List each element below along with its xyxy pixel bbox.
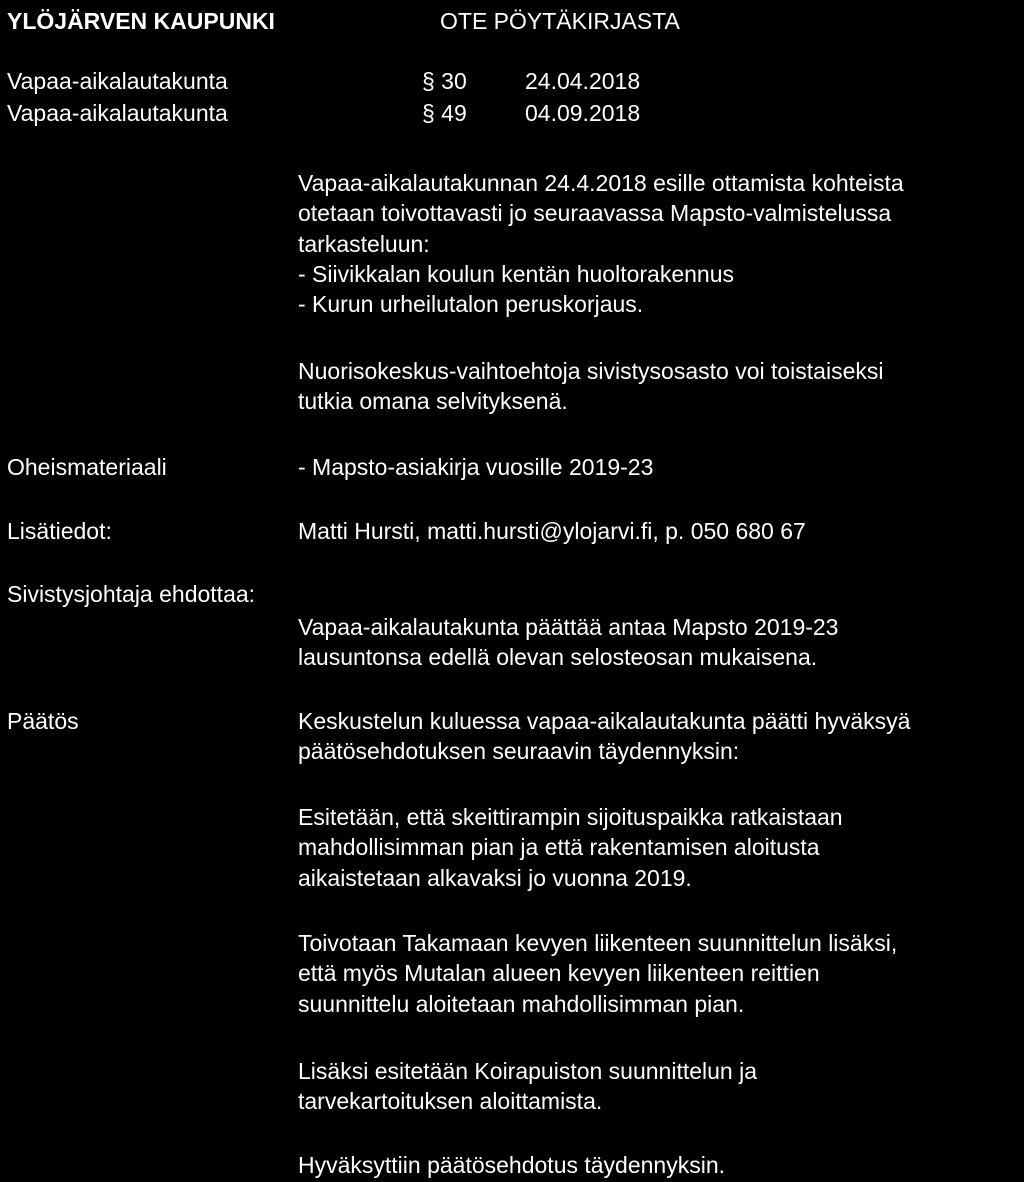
- meeting-section: § 49: [422, 100, 467, 126]
- contact-value: Matti Hursti, matti.hursti@ylojarvi.fi, p. 050 680 67: [298, 518, 806, 544]
- text-line: lausuntonsa edellä olevan selosteosan mukaisena.: [298, 644, 818, 671]
- meeting-section: § 30: [422, 68, 467, 94]
- text-line: mahdollisimman pian ja että rakentamisen aloitusta: [298, 834, 820, 861]
- proposal-text: [298, 612, 838, 673]
- text-line: tarvekartoituksen aloittamista.: [298, 1088, 603, 1115]
- decision-paragraph: [298, 928, 897, 1019]
- text-line: aikaistetaan alkavaksi jo vuonna 2019.: [298, 864, 692, 891]
- intro-text: [298, 168, 904, 320]
- meeting-body: Vapaa-aikalautakunta: [7, 68, 228, 94]
- text-line: - Kurun urheilutalon peruskorjaus.: [298, 291, 644, 318]
- text-line: - Siivikkalan koulun kentän huoltorakennus: [298, 261, 734, 288]
- meeting-body: Vapaa-aikalautakunta: [7, 100, 228, 126]
- text-line: otetaan toivottavasti jo seuraavassa Mapsto-valmistelussa: [298, 200, 892, 227]
- text-line: Vapaa-aikalautakunnan 24.4.2018 esille ottamista kohteista: [298, 170, 904, 196]
- proposal-label: Sivistysjohtaja ehdottaa:: [7, 581, 256, 607]
- decision-label: Päätös: [7, 708, 79, 734]
- decision-paragraph: [298, 1056, 757, 1117]
- text-line: Keskustelun kuluessa vapaa-aikalautakunta päätti hyväksyä: [298, 708, 911, 734]
- text-line: Hyväksyttiin päätösehdotus täydennyksin.: [298, 1152, 726, 1178]
- text-line: Lisäksi esitetään Koirapuiston suunnittelun ja: [298, 1058, 758, 1084]
- meeting-date: 04.09.2018: [525, 100, 641, 126]
- youth-center-text: [298, 356, 883, 417]
- text-line: suunnittelu aloitetaan mahdollisimman pian.: [298, 990, 745, 1017]
- text-line: että myös Mutalan alueen kevyen liikenteen reittien: [298, 960, 820, 987]
- meeting-date: 24.04.2018: [525, 68, 641, 94]
- text-line: Toivotaan Takamaan kevyen liikenteen suunnittelun lisäksi,: [298, 930, 898, 956]
- organization-name: YLÖJÄRVEN KAUPUNKI: [7, 8, 275, 34]
- text-line: päätösehdotuksen seuraavin täydennyksin:: [298, 738, 740, 765]
- text-line: tutkia omana selvityksenä.: [298, 388, 568, 415]
- text-line: Vapaa-aikalautakunta päättää antaa Mapsto 2019-23: [298, 614, 839, 640]
- decision-paragraph: [298, 802, 843, 893]
- document-type: OTE PÖYTÄKIRJASTA: [440, 8, 680, 34]
- attachments-label: Oheismateriaali: [7, 454, 167, 480]
- decision-paragraph: [298, 706, 910, 767]
- text-line: Esitetään, että skeittirampin sijoituspaikka ratkaistaan: [298, 804, 843, 830]
- text-line: Nuorisokeskus-vaihtoehtoja sivistysosasto voi toistaiseksi: [298, 358, 884, 384]
- text-line: tarkasteluun:: [298, 230, 430, 257]
- attachments-value: - Mapsto-asiakirja vuosille 2019-23: [298, 454, 654, 480]
- contact-label: Lisätiedot:: [7, 518, 112, 544]
- decision-conclusion: [298, 1150, 725, 1180]
